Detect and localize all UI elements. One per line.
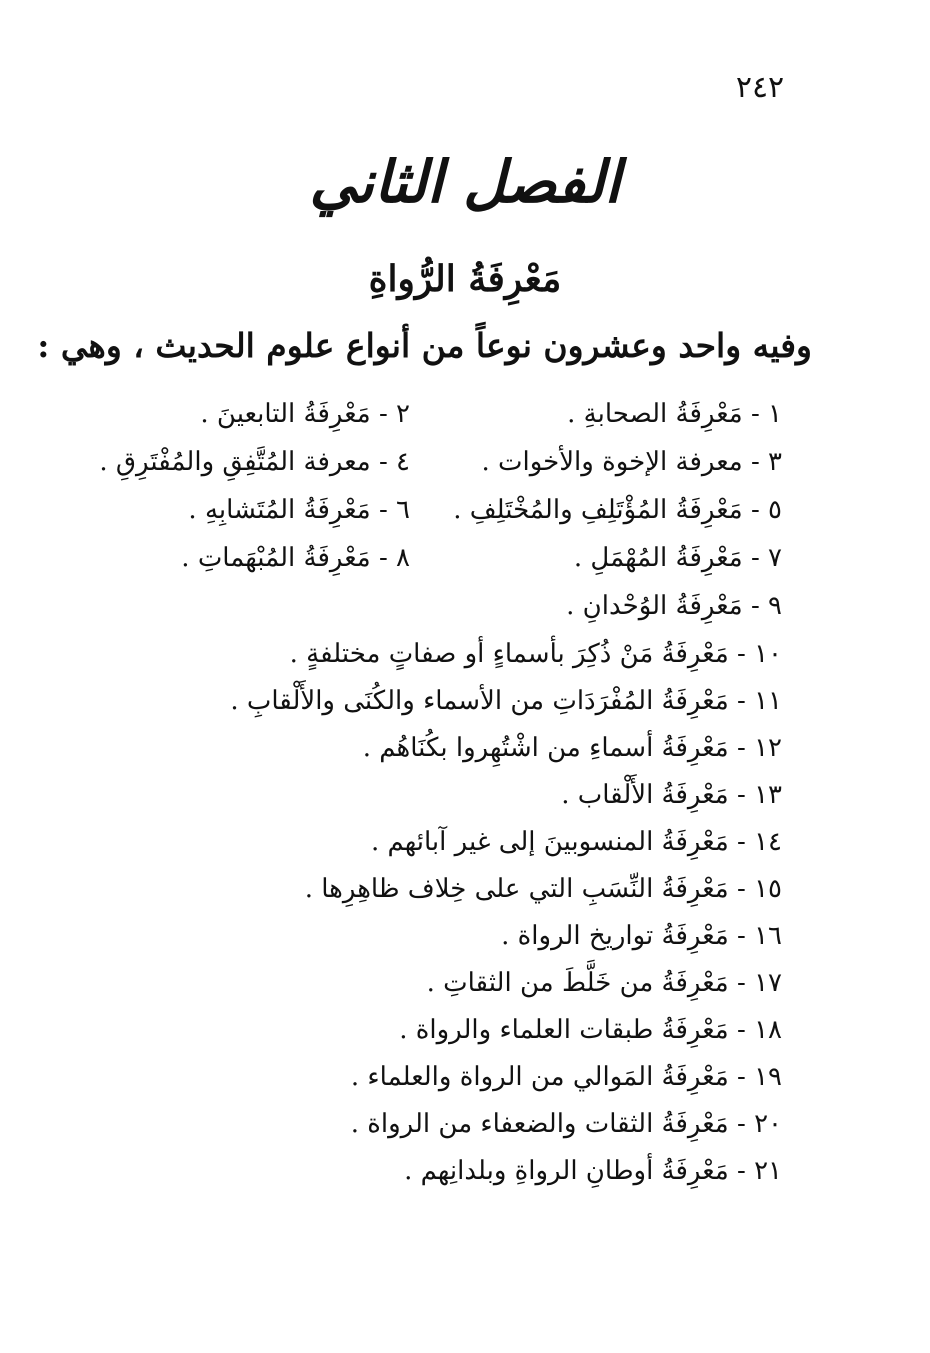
list-item: ٢١ - مَعْرِفَةُ أوطانِ الرواةِ وبلدانِهم . bbox=[404, 1156, 782, 1186]
list-item: ١٥ - مَعْرِفَةُ النِّسَبِ التي على خِلاف ظاهِرِها . bbox=[304, 874, 782, 904]
list-item: ١٤ - مَعْرِفَةُ المنسوبينَ إلى غير آبائهم . bbox=[370, 827, 782, 857]
list-item: ١١ - مَعْرِفَةُ المُفْرَدَاتِ من الأسماء والكُنَى والأَلْقابِ . bbox=[230, 686, 782, 716]
list-item: ٢ - مَعْرِفَةُ التابعينَ . bbox=[200, 399, 410, 429]
intro-text: وفيه واحد وعشرون نوعاً من أنواع علوم الحديث ، وهي : bbox=[37, 326, 812, 365]
list-item: ٧ - مَعْرِفَةُ المُهْمَلِ . bbox=[573, 543, 782, 573]
chapter-title: الفصل الثاني bbox=[309, 148, 621, 216]
list-item: ٢٠ - مَعْرِفَةُ الثقات والضعفاء من الرواة . bbox=[350, 1109, 782, 1139]
list-item: ٥ - مَعْرِفَةُ المُؤْتَلِفِ والمُخْتَلِفِ . bbox=[453, 495, 782, 525]
list-item: ١٢ - مَعْرِفَةُ أسماءِ من اشْتُهِروا بكُنَاهُم . bbox=[362, 733, 782, 763]
list-item: ١٩ - مَعْرِفَةُ المَوالي من الرواة والعلماء . bbox=[350, 1062, 782, 1092]
section-title: مَعْرِفَةُ الرُّواةِ bbox=[368, 258, 562, 300]
list-item: ٣ - معرفة الإخوة والأخوات . bbox=[481, 447, 782, 477]
list-item: ١٦ - مَعْرِفَةُ تواريخ الرواة . bbox=[501, 921, 782, 951]
item-list bbox=[0, 392, 930, 1212]
list-item: ٩ - مَعْرِفَةُ الوُحْدانِ . bbox=[566, 591, 782, 621]
list-item: ١٣ - مَعْرِفَةُ الأَلْقاب . bbox=[561, 780, 782, 810]
list-item: ٦ - مَعْرِفَةُ المُتَشابِهِ . bbox=[188, 495, 410, 525]
list-item: ١٧ - مَعْرِفَةُ من خَلَّطَ من الثقاتِ . bbox=[426, 968, 782, 998]
page-number: ٢٤٢ bbox=[735, 70, 785, 105]
list-item: ٨ - مَعْرِفَةُ المُبْهَماتِ . bbox=[181, 543, 410, 573]
list-item: ١٨ - مَعْرِفَةُ طبقات العلماء والرواة . bbox=[399, 1015, 782, 1045]
list-item: ١٠ - مَعْرِفَةُ مَنْ ذُكِرَ بأسماءٍ أو صفاتٍ مختلفةٍ . bbox=[289, 639, 782, 669]
list-item: ١ - مَعْرِفَةُ الصحابةِ . bbox=[567, 399, 782, 429]
list-item: ٤ - معرفة المُتَّفِقِ والمُفْتَرِقِ . bbox=[99, 447, 410, 477]
